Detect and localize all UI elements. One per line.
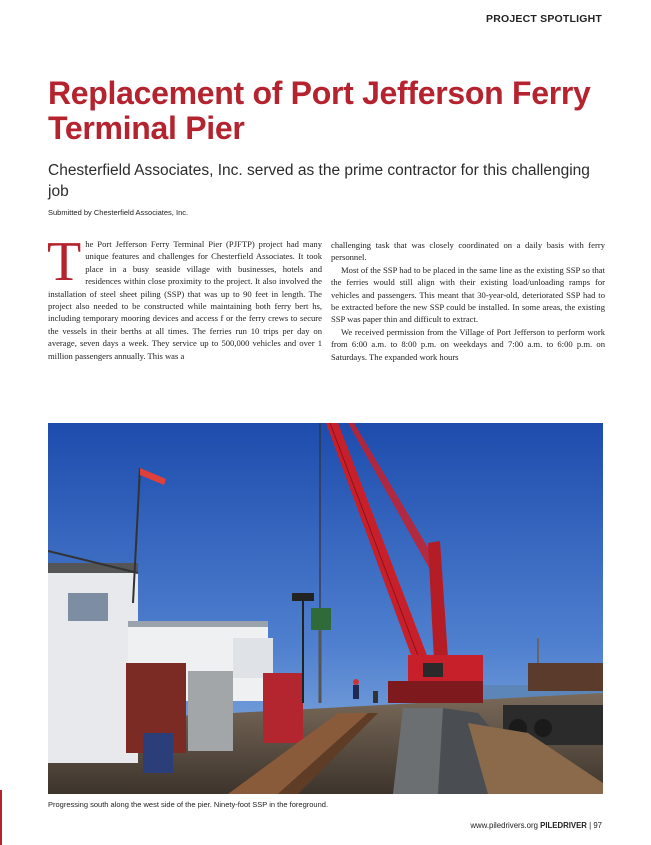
- paragraph: challenging task that was closely coordinated on a daily basis with ferry personnel.: [331, 240, 605, 263]
- website-link[interactable]: www.piledrivers.org: [470, 821, 538, 830]
- footer-separator: |: [589, 821, 592, 830]
- page-number: 97: [593, 821, 602, 830]
- article-photo: [48, 423, 603, 794]
- article-title: Replacement of Port Jefferson Ferry Terminal Pier: [48, 75, 591, 146]
- page-edge-accent: [0, 790, 2, 845]
- paragraph: Most of the SSP had to be placed in the same line as the existing SSP so that the ferries would still align with their existing load/unloading ramps for vehicles and passengers. This meant that 30-year-old, deteriorated SSP had to be extracted before the new SSP could be installed. In some areas, the existing SSP was paper thin and difficult to extract.: [331, 264, 605, 325]
- article-subtitle: Chesterfield Associates, Inc. served as the prime contractor for this challenging job: [48, 162, 590, 200]
- text-column-right: [331, 239, 605, 363]
- barge: [528, 663, 603, 691]
- paragraph: [47, 231, 322, 362]
- byline: Submitted by Chesterfield Associates, Inc.: [48, 208, 189, 217]
- magazine-name: PILEDRIVER: [540, 821, 587, 830]
- paragraph: We received permission from the Village of Port Jefferson to perform work from 6:00 a.m. to 8:00 p.m. on weekdays and 7:00 a.m. to 6:00 p.m. on Saturdays. The expanded work hours: [331, 326, 605, 362]
- paragraph-text: he Port Jefferson Ferry Terminal Pier (PJFTP) project had many unique features and challenges for Chesterfield Associates. It took place in a busy seaside village with businesses, hotels and residences within close proximity to the project. It also involved the installation of steel sheet piling (SSP) that was up to 90 feet in length. The project also needed to be constructed while maintaining both ferry bert hs, including temporary mooring devices and access f or the ferry crews to secure the vessels in their berths at all times. The ferries run 10 trips per day on average, seven days a week. They service up to 500,000 vehicles and over 1 million passengers annually. This was a: [48, 239, 322, 361]
- vibratory-hammer: [311, 608, 331, 630]
- drop-cap: T: [47, 231, 82, 293]
- section-label: PROJECT SPOTLIGHT: [486, 13, 602, 25]
- photo-caption: Progressing south along the west side of the pier. Ninety-foot SSP in the foreground.: [48, 800, 329, 809]
- page-footer: [470, 821, 602, 830]
- text-column-left: [47, 231, 322, 362]
